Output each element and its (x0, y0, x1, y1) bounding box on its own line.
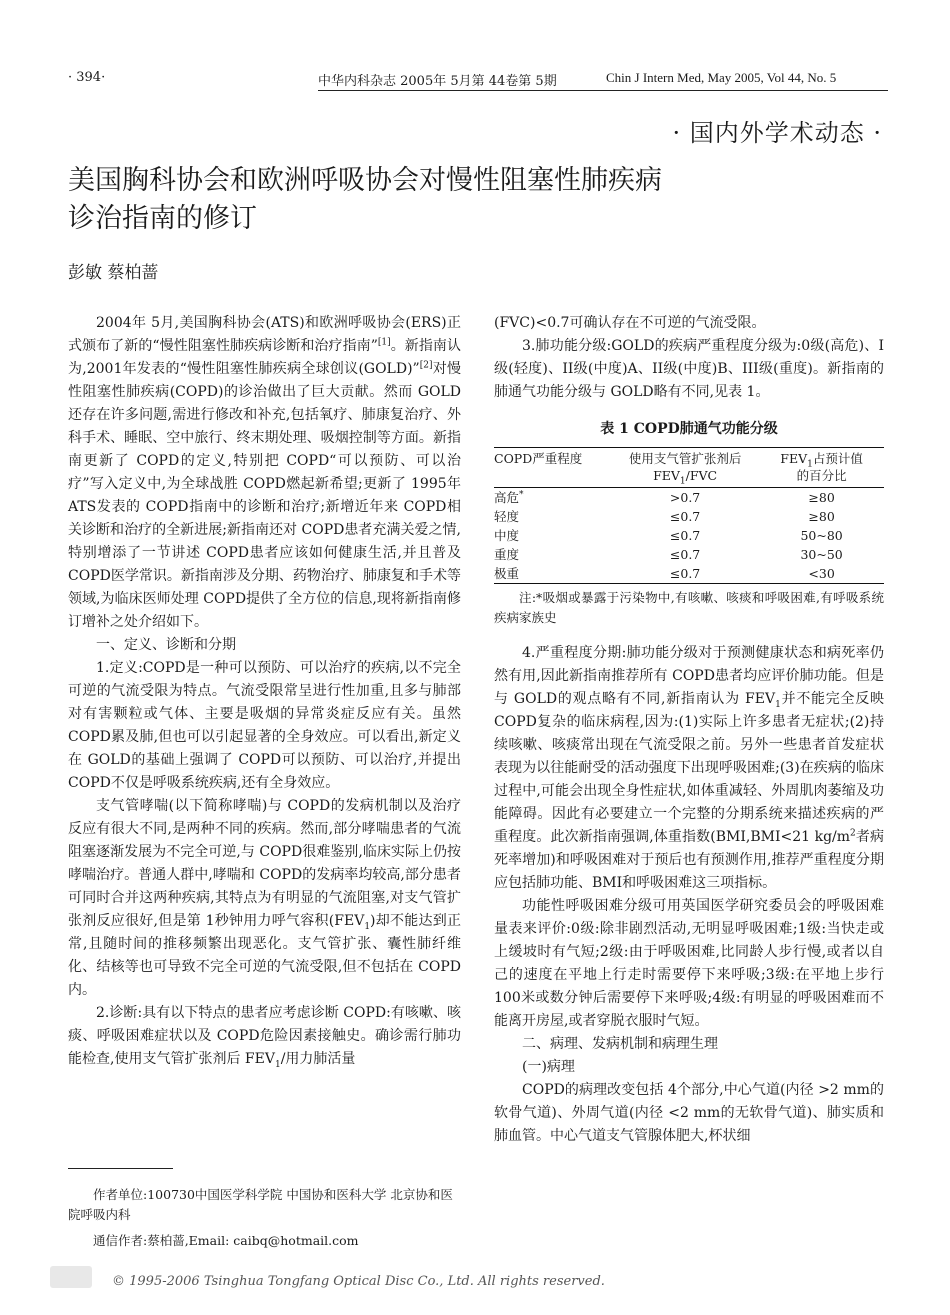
definition-paragraph: 1.定义:COPD是一种可以预防、可以治疗的疾病,以不完全可逆的气流受限为特点。气流受限常呈进行性加重,且多与肺部对有害颗粒或气体、主要是吸烟的异常炎症反应有关。虽然 COPD累及肺,但也可以引起显著的全身效应。可以看出,新定义在 GOLD的基础上强调了 COPD可以预防、可以治疗,并提出 COPD不仅是呼吸系统疾病,还有全身效应。 (68, 660, 461, 791)
section-heading-2: 二、病理、发病机制和病理生理 (522, 1036, 718, 1052)
diagnosis-paragraph: 2.诊断:具有以下特点的患者应考虑诊断 COPD:有咳嗽、咳痰、呼吸困难症状以及 COPD危险因素接触史。确诊需行肺功能检查,使用支气管扩张剂后 $FEV_1/$用力肺活量 (68, 1005, 461, 1070)
section-heading-1: 一、定义、诊断和分期 (96, 637, 236, 653)
cell-grade: 高危* (494, 489, 524, 505)
table-row (494, 488, 884, 508)
subheading-pathology: (一)病理 (522, 1059, 575, 1075)
article-title (68, 162, 748, 238)
cell-ratio: ≤0.7 (669, 509, 701, 524)
authors: 彭敏 蔡柏蔷 (68, 263, 159, 283)
cell-ratio: >0.7 (669, 490, 701, 505)
reference-2[interactable]: [2] (419, 360, 433, 371)
footnote-rule (68, 1168, 173, 1169)
table-caption: 表 1 COPD肺通气功能分级 (600, 421, 778, 437)
cell-ratio: ≤0.7 (669, 528, 701, 543)
dyspnea-paragraph: 功能性呼吸困难分级可用英国医学研究委员会的呼吸困难量表来评价:0级:除非剧烈活动,无明显呼吸困难;1级:当快走或上缓坡时有气短;2级:由于呼吸困难,比同龄人步行慢,或者以自己的速度在平地上行走时需要停下来呼吸;3级:在平地上步行 100米或数分钟后需要停下来呼吸;4级:有明显的呼吸困难而不能离开房屋,或者穿脱衣服时气短。 (494, 898, 884, 1029)
header-rule (318, 90, 888, 91)
intro-paragraph: 2004年 5月,美国胸科协会(ATS)和欧洲呼吸协会(ERS)正式颁布了新的“慢性阻塞性肺疾病诊断和治疗指南”[1]。新指南认为,2001年发表的“慢性阻塞性肺疾病全球创议(GOLD)”[2]对慢性阻塞性肺疾病(COPD)的诊治做出了巨大贡献。然而 GOLD还存在许多问题,需进行修改和补充,包括氧疗、肺康复治疗、外科手术、睡眠、空中旅行、终末期处理、吸烟控制等方面。新指南更新了 COPD的定义,特别把 COPD“可以预防、可以治疗”写入定义中,为全球战胜 COPD燃起新希望;更新了 1995年 ATS发表的 COPD指南中的诊断和治疗;新增近年来 COPD相关诊断和治疗的全新进展;新指南还对 COPD患者充满关爱之情,特别增添了一节讲述 COPD患者应该如何健康生活,并且普及 COPD医学常识。新指南涉及分期、药物治疗、肺康复和手术等领域,为临床医师处理 COPD提供了全方位的信息,现将新指南修订增补之处介绍如下。 (68, 315, 462, 630)
title-line-1: 美国胸科协会和欧洲呼吸协会对慢性阻塞性肺疾病 (68, 165, 662, 196)
table-row (494, 545, 884, 564)
journal-header-cn: 中华内科杂志 2005年 5月第 44卷第 5期 (318, 74, 557, 89)
table-row (494, 507, 884, 526)
table-header-ratio: 使用支气管扩张剂后 $FEV_1$/FVC (611, 448, 759, 488)
cell-grade: 中度 (494, 528, 520, 543)
cell-ratio: ≤0.7 (669, 547, 701, 562)
cell-percent: 30~50 (800, 547, 843, 562)
left-column (68, 312, 461, 1071)
section-tag: · 国内外学术动态 · (672, 119, 882, 147)
cell-grade: 重度 (494, 547, 520, 562)
severity-paragraph: 4.严重程度分期:肺功能分级对于预测健康状态和病死率仍然有用,因此新指南推荐所有 COPD患者均应评价肺功能。但是与 GOLD的观点略有不同,新指南认为 $FEV_1$并不能完全反映 COPD复杂的临床病程,因为:(1)实际上许多患者无症状;(2)持续咳嗽、咳痰常出现在气流受限之前。另外一些患者首发症状表现为以往能耐受的活动强度下出现呼吸困难;(3)在疾病的临床过程中,可能会出现全身性症状,如体重减轻、外周肌肉萎缩及功能障碍。因此有必要建立一个完整的分期系统来描述疾病的严重程度。此次新指南强调,体重指数(BMI,BMI<21 $kg/m^2$者病死率增加)和呼吸困难对于预后也有预测作用,推荐严重程度分期应包括肺功能、BMI和呼吸困难这三项指标。 (494, 645, 885, 891)
table-header-grade: COPD严重程度 (494, 448, 611, 488)
right-column (494, 312, 884, 1148)
copyright-notice: © 1995-2006 Tsinghua Tongfang Optical Disc Co., Ltd. All rights reserved. (112, 1274, 605, 1289)
corresponding-author: 通信作者:蔡柏蔷,Email: caibq@hotmail.com (93, 1233, 359, 1248)
lung-function-table (494, 447, 884, 584)
cnki-logo (50, 1266, 92, 1288)
table-header-percent: $FEV_1$占预计值 的百分比 (759, 448, 884, 488)
title-line-2: 诊治指南的修订 (68, 203, 257, 234)
grading-paragraph: 3.肺功能分级:GOLD的疾病严重程度分级为:0级(高危)、I级(轻度)、II级(中度)A、II级(中度)B、III级(重度)。新指南的肺通气功能分级与 GOLD略有不同,见表 1。 (494, 338, 884, 400)
continued-paragraph: (FVC)<0.7可确认存在不可逆的气流受限。 (494, 315, 766, 331)
page-number: · 394· (68, 70, 106, 85)
cell-grade: 轻度 (494, 509, 520, 524)
cell-percent: ≥80 (808, 509, 835, 524)
cell-grade: 极重 (494, 564, 611, 584)
table-note: 注:*吸烟或暴露于污染物中,有咳嗽、咳痰和呼吸困难,有呼吸系统疾病家族史 (494, 590, 884, 625)
pathology-paragraph: COPD的病理改变包括 4个部分,中心气道(内径 >2 mm的软骨气道)、外周气道(内径 <2 mm的无软骨气道)、肺实质和肺血管。中心气道支气管腺体肥大,杯状细 (494, 1082, 884, 1144)
cell-percent: 50~80 (800, 528, 843, 543)
journal-header-en: Chin J Intern Med, May 2005, Vol 44, No. 5 (606, 70, 837, 85)
reference-1[interactable]: [1] (377, 337, 391, 348)
risk-marker: * (519, 489, 524, 500)
cell-ratio: ≤0.7 (611, 564, 759, 584)
cell-percent: ≥80 (808, 490, 835, 505)
asthma-paragraph: 支气管哮喘(以下简称哮喘)与 COPD的发病机制以及治疗反应有很大不同,是两种不同的疾病。然而,部分哮喘患者的气流阻塞逐渐发展为不完全可逆,与 COPD很难鉴别,临床实际上仍按哮喘治疗。普通人群中,哮喘和 COPD的发病率均较高,部分患者可同时合并这两种疾病,其特点为有明显的气流阻塞,对支气管扩张剂反应很好,但是第 1秒钟用力呼气容积$(FEV_1)$却不能达到正常,且随时间的推移频繁出现恶化。支气管扩张、囊性肺纤维化、结核等也可导致不完全可逆的气流受限,但不包括在 COPD内。 (68, 798, 462, 998)
cell-percent: <30 (759, 564, 884, 584)
author-affiliation: 作者单位:100730中国医学科学院 中国协和医科大学 北京协和医院呼吸内科 (68, 1187, 453, 1222)
table-row (494, 564, 884, 584)
table-row (494, 526, 884, 545)
